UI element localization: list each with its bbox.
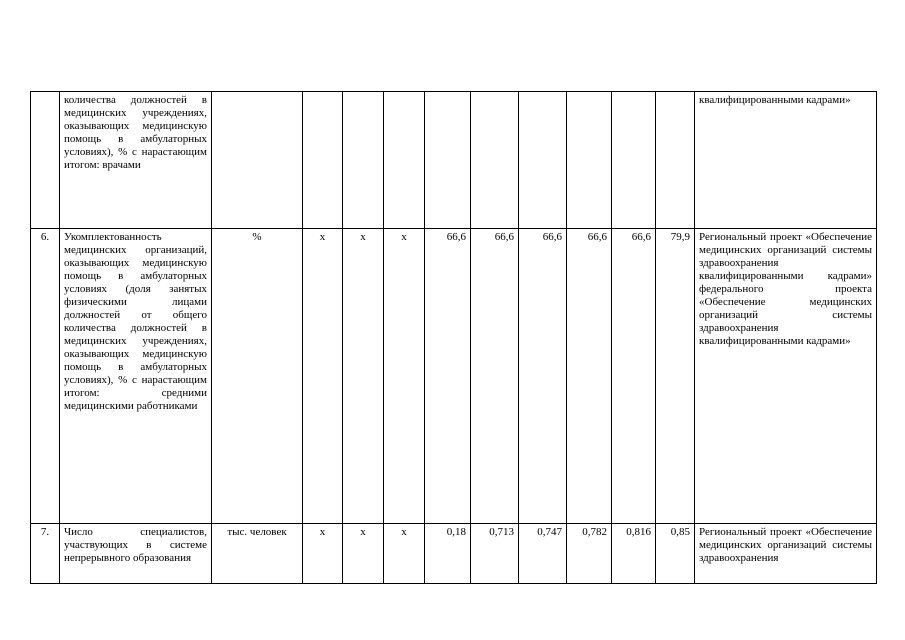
unit-cell: % xyxy=(212,229,303,524)
indicator-name: количества должностей в медицинских учреждениях, оказывающих медицинскую помощь в амбулаторных условиях), % с нарастающим итогом: врачами xyxy=(60,92,212,229)
unit-cell: тыс. человек xyxy=(212,524,303,584)
row-number: 6. xyxy=(31,229,60,524)
value-cell-6: 0,85 xyxy=(656,524,695,584)
table-row xyxy=(31,92,877,229)
value-cell-5 xyxy=(612,92,656,229)
base-cell-2: х xyxy=(343,524,384,584)
base-cell-2: х xyxy=(343,229,384,524)
value-cell-4 xyxy=(567,92,612,229)
source-cell: Региональный проект «Обеспечение медицинских организаций системы здравоохранения xyxy=(695,524,877,584)
row-number xyxy=(31,92,60,229)
value-cell-2: 0,713 xyxy=(471,524,519,584)
value-cell-4: 66,6 xyxy=(567,229,612,524)
value-cell-2 xyxy=(471,92,519,229)
value-cell-4: 0,782 xyxy=(567,524,612,584)
value-cell-1: 0,18 xyxy=(425,524,471,584)
value-cell-3: 66,6 xyxy=(519,229,567,524)
value-cell-1: 66,6 xyxy=(425,229,471,524)
table-row xyxy=(31,524,877,584)
value-cell-1 xyxy=(425,92,471,229)
value-cell-2: 66,6 xyxy=(471,229,519,524)
value-cell-6 xyxy=(656,92,695,229)
row-number: 7. xyxy=(31,524,60,584)
table-row xyxy=(31,229,877,524)
value-cell-3 xyxy=(519,92,567,229)
indicator-name: Укомплектованность медицинских организаций, оказывающих медицинскую помощь в амбулаторных условиях (доля занятых физическими лицами должностей от общего количества должностей в медицинских учреждениях, оказывающих медицинскую помощь в амбулаторных условиях), % с нарастающим итогом: средними медицинскими работниками xyxy=(60,229,212,524)
base-cell-1: х xyxy=(303,229,343,524)
base-cell-1: х xyxy=(303,524,343,584)
base-cell-1 xyxy=(303,92,343,229)
base-cell-3 xyxy=(384,92,425,229)
base-cell-3: х xyxy=(384,524,425,584)
value-cell-5: 0,816 xyxy=(612,524,656,584)
source-cell: квалифицированными кадрами» xyxy=(695,92,877,229)
indicator-name: Число специалистов, участвующих в системе непрерывного образования xyxy=(60,524,212,584)
indicators-table xyxy=(30,91,877,584)
value-cell-6: 79,9 xyxy=(656,229,695,524)
value-cell-5: 66,6 xyxy=(612,229,656,524)
value-cell-3: 0,747 xyxy=(519,524,567,584)
unit-cell xyxy=(212,92,303,229)
base-cell-2 xyxy=(343,92,384,229)
source-cell: Региональный проект «Обеспечение медицинских организаций системы здравоохранения квалифицированными кадрами» федерального проекта «Обеспечение медицинских организаций системы здравоохранения квалифицированными кадрами» xyxy=(695,229,877,524)
base-cell-3: х xyxy=(384,229,425,524)
